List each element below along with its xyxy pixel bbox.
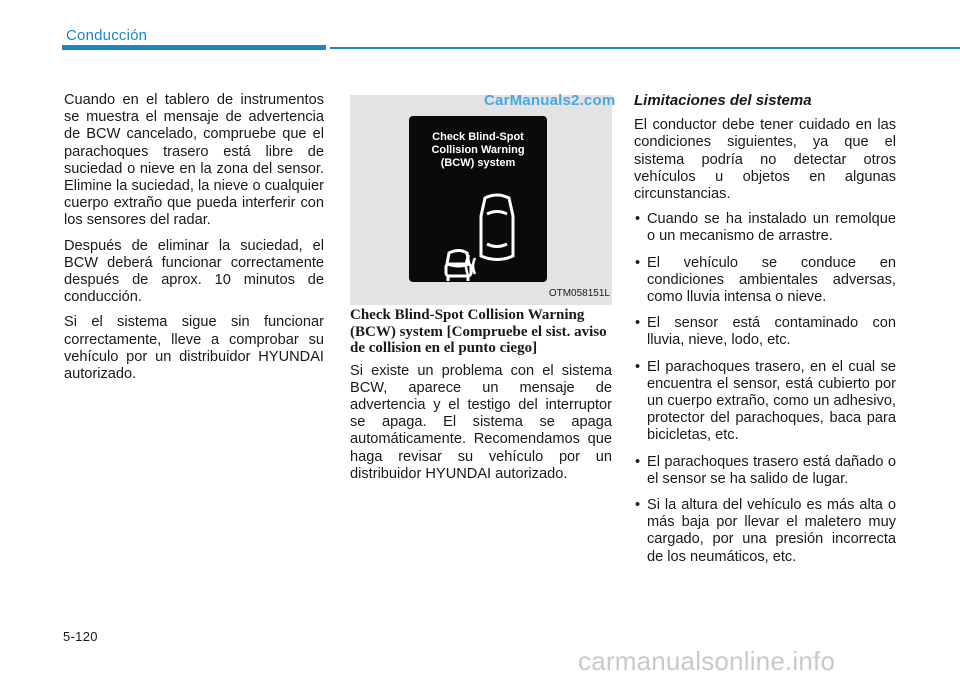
figure-code: OTM058151L (548, 288, 610, 299)
paragraph: Si el sistema sigue sin funcionar correctamente, lleve a comprobar su vehículo por un distribuidor HYUNDAI autorizado. (64, 314, 324, 383)
bcw-warning-figure (350, 92, 616, 305)
header-rule-thick (62, 45, 326, 50)
paragraph: Después de eliminar la suciedad, el BCW deberá funcionar correctamente después de aprox. 10 minutos de conducción. (64, 237, 324, 306)
blind-spot-cars-icon (409, 116, 547, 282)
display-line: Collision Warning (431, 144, 525, 156)
list-item: • El parachoques trasero, en el cual se encuentra el sensor, está cubierto por un cuerpo extraño, como un adhesivo, protector del parachoques, baca para bicicletas, etc. (634, 359, 896, 445)
list-item: • El sensor está contaminado con lluvia, nieve, lodo, etc. (634, 315, 896, 349)
limitations-list (634, 211, 896, 566)
warning-heading: Check Blind-Spot Collision Warning (BCW) system [Compruebe el sist. aviso de collision en el punto ciego] (350, 307, 607, 356)
list-item: • El parachoques trasero está dañado o el sensor se ha salido de lugar. (634, 454, 896, 488)
paragraph: Si existe un problema con el sistema BCW, aparece un mensaje de advertencia y el testigo del interruptor se apaga. El sistema se apaga automáticamente. Recomendamos que haga revisar su vehículo por un distribuidor HYUNDAI autorizado. (350, 362, 612, 482)
left-column (64, 92, 324, 391)
display-line: Check Blind-Spot (432, 131, 524, 143)
right-column (634, 92, 896, 575)
page-number: 5-120 (63, 629, 98, 644)
footer-watermark: carmanualsonline.info (578, 646, 836, 676)
display-line: (BCW) system (440, 157, 516, 169)
paragraph: Cuando en el tablero de instrumentos se muestra el mensaje de advertencia de BCW cancelado, compruebe que el parachoques trasero está libre de suciedad o nieve en la zona del sensor. Elimine la suciedad, la nieve o cualquier cuerpo extraño que pueda interferir con los sensores del radar. (64, 92, 324, 229)
paragraph: El conductor debe tener cuidado en las condiciones siguientes, ya que el sistema podría no detectar otros vehículos u objetos en algunas circunstancias. (634, 117, 896, 203)
header-rule-thin (330, 47, 960, 49)
list-item: • Cuando se ha instalado un remolque o un mecanismo de arrastre. (634, 211, 896, 245)
limitations-heading: Limitaciones del sistema (634, 92, 812, 109)
car-front-icon (481, 195, 513, 260)
list-item: • El vehículo se conduce en condiciones ambientales adversas, como lluvia intensa o nieve. (634, 255, 896, 307)
list-item: • Si la altura del vehículo es más alta o más baja por llevar el maletero muy cargado, por una presión incorrecta de los neumáticos, etc. (634, 497, 896, 566)
cluster-display (409, 116, 547, 282)
middle-column (350, 307, 612, 483)
section-title: Conducción (66, 27, 148, 44)
car-rear-icon (446, 251, 471, 282)
figure-watermark: CarManuals2.com (484, 92, 616, 109)
